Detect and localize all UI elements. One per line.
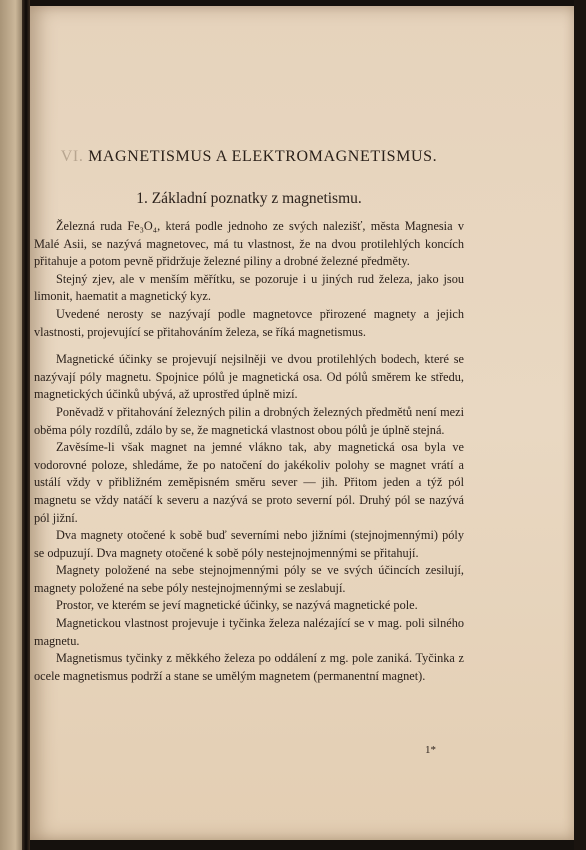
paragraph: Magnetické účinky se projevují nejsilněji ve dvou protilehlých bodech, které se nazývají póly magnetu. Spojnice pólů je magnetická osa. Od pólů směrem ke středu, magnetických účinků ubývá, až uprostřed úplně mizí.	[34, 352, 464, 402]
chapter-title: MAGNETISMUS A ELEKTROMAGNETISMUS.	[88, 148, 438, 165]
section-heading: 1. Základní poznatky z magnetismu.	[136, 190, 362, 207]
paragraph: Magnetismus tyčinky z měkkého železa po oddálení z mg. pole zaniká. Tyčinka z ocele magnetismus podrží a stane se umělým magnetem (permanentní magnet).	[34, 651, 464, 683]
paragraph: Stejný zjev, ale v menším měřítku, se pozoruje i u jiných rud železa, jako jsou limonit, haematit a magnetický kyz.	[34, 271, 464, 304]
page-content	[34, 148, 464, 685]
paragraph: Uvedené nerosty se nazývají podle magnetovce přirozené magnety a jejich vlastnosti, projevující se přitahováním železa, se říká magnetismus.	[34, 306, 464, 339]
paragraph: Prostor, ve kterém se jeví magnetické účinky, se nazývá magnetické pole.	[56, 598, 418, 613]
book-spine	[22, 0, 30, 850]
chapter-heading	[34, 148, 464, 166]
background-edge	[574, 0, 586, 850]
paragraph: Magnety položené na sebe stejnojmennými póly se ve svých účincích zesilují, magnety položené na sebe póly nestejnojmennými se zeslabují.	[34, 563, 464, 595]
paragraph: Železná ruda Fe₃O₄, která podle jednoho ze svých nalezišť, města Magnesia v Malé Asii, se nazývá magnetovec, má tu vlastnost, že na dvou protilehlých koncích přitahuje a potom pevně přidržuje železné piliny a drobné železné předměty.	[34, 219, 464, 269]
paragraph: Magnetickou vlastnost projevuje i tyčinka železa nalézající se v mag. poli silného magnetu.	[34, 616, 464, 648]
signature-mark: 1*	[425, 744, 436, 756]
paragraph: Zavěsíme-li však magnet na jemné vlákno tak, aby magnetická osa byla ve vodorovné poloze, shledáme, že po natočení do jakékoliv polohy se magnet vrátí a ustálí vždy v přibližném zeměpisném směru sever — jih. Přitom jeden a týž pól magnetu se vždy natáčí k severu a nazývá se proto severní pól. Druhý pól se nazývá pól jižní.	[34, 440, 464, 525]
chapter-number: VI.	[60, 148, 84, 165]
paragraph: Dva magnety otočené k sobě buď severními nebo jižními (stejnojmennými) póly se odpuzují. Dva magnety otočené k sobě póly nestejnojmennými se přitahují.	[34, 528, 464, 560]
paragraph: Poněvadž v přitahování železných pilin a drobných železných předmětů není mezi oběma póly rozdílů, zdálo by se, že magnetická vlastnost obou pólů je úplně stejná.	[34, 404, 464, 437]
